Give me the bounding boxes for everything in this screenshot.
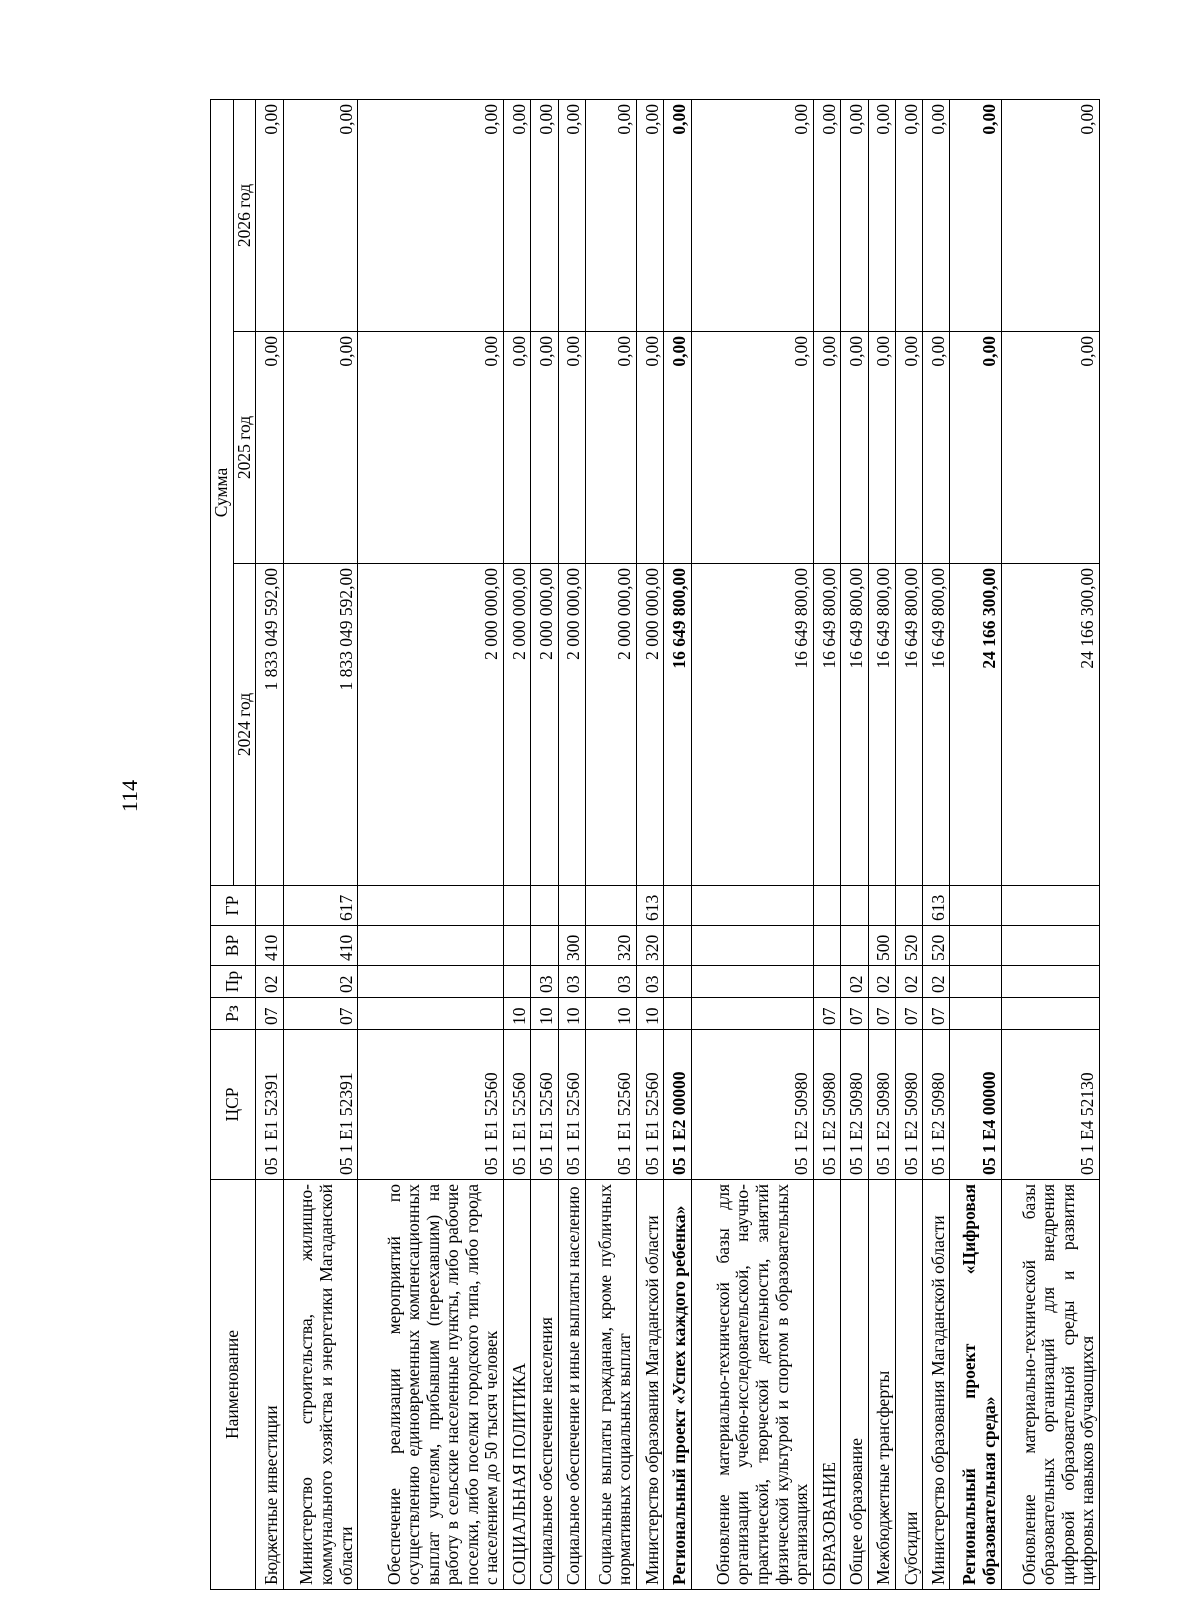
cell-csr: 05 1 E1 52391: [283, 1030, 358, 1180]
cell-pr: 02: [895, 966, 922, 998]
cell-vr: [950, 926, 1001, 966]
cell-name: Региональный проект «Цифровая образовательная среда»: [950, 1180, 1001, 1590]
cell-pr: [813, 966, 840, 998]
header-2024: 2024 год: [233, 564, 256, 886]
cell-2025: 0,00: [950, 332, 1001, 564]
cell-name: Обновление материально-технической базы образовательных организаций для внедрения цифровой образовательной среды и развития цифровых навыков обучающихся: [1001, 1180, 1100, 1590]
cell-2024: 16 649 800,00: [691, 564, 813, 886]
cell-csr: 05 1 E2 00000: [664, 1030, 691, 1180]
cell-gr: [950, 886, 1001, 926]
cell-gr: 613: [923, 886, 950, 926]
cell-2025: 0,00: [283, 332, 358, 564]
cell-rz: 10: [531, 998, 558, 1030]
cell-name: Социальные выплаты гражданам, кроме публичных нормативных социальных выплат: [586, 1180, 637, 1590]
cell-vr: [531, 926, 558, 966]
cell-csr: 05 1 E2 50980: [691, 1030, 813, 1180]
cell-2024: 2 000 000,00: [637, 564, 664, 886]
cell-2025: 0,00: [895, 332, 922, 564]
cell-2025: 0,00: [868, 332, 895, 564]
header-vr: ВР: [211, 926, 256, 966]
cell-pr: [691, 966, 813, 998]
cell-2025: 0,00: [637, 332, 664, 564]
cell-pr: [664, 966, 691, 998]
cell-rz: [691, 998, 813, 1030]
cell-csr: 05 1 E2 50980: [813, 1030, 840, 1180]
cell-rz: 07: [868, 998, 895, 1030]
cell-name: Обеспечение реализации мероприятий по осуществлению единовременных компенсационных выплат учителям, прибывшим (переехавшим) на работу в сельские населенные пункты, либо рабочие поселки, либо поселки городского типа, либо города с населением до 50 тысяч человек: [358, 1180, 504, 1590]
table-row: [1001, 99, 1100, 1589]
cell-vr: [504, 926, 531, 966]
cell-2025: 0,00: [841, 332, 868, 564]
cell-2025: 0,00: [664, 332, 691, 564]
cell-2024: 2 000 000,00: [504, 564, 531, 886]
cell-2024: 16 649 800,00: [841, 564, 868, 886]
cell-name: ОБРАЗОВАНИЕ: [813, 1180, 840, 1590]
cell-2025: 0,00: [558, 332, 585, 564]
header-csr: ЦСР: [211, 1030, 256, 1180]
cell-vr: [841, 926, 868, 966]
cell-rz: 07: [923, 998, 950, 1030]
cell-csr: 05 1 E1 52560: [558, 1030, 585, 1180]
cell-name: Субсидии: [895, 1180, 922, 1590]
cell-2025: 0,00: [256, 332, 283, 564]
cell-csr: 05 1 E1 52560: [586, 1030, 637, 1180]
cell-2026: 0,00: [504, 99, 531, 331]
cell-vr: 320: [637, 926, 664, 966]
cell-gr: [558, 886, 585, 926]
cell-rz: 07: [256, 998, 283, 1030]
cell-vr: [813, 926, 840, 966]
cell-name: Социальное обеспечение населения: [531, 1180, 558, 1590]
cell-2025: 0,00: [586, 332, 637, 564]
cell-csr: 05 1 E2 50980: [895, 1030, 922, 1180]
cell-csr: 05 1 E1 52560: [358, 1030, 504, 1180]
header-sum: Сумма: [211, 99, 234, 885]
cell-2024: 24 166 300,00: [1001, 564, 1100, 886]
cell-rz: 07: [841, 998, 868, 1030]
cell-pr: 02: [868, 966, 895, 998]
cell-2024: 24 166 300,00: [950, 564, 1001, 886]
cell-2026: 0,00: [950, 99, 1001, 331]
cell-csr: 05 1 E2 50980: [868, 1030, 895, 1180]
cell-2025: 0,00: [358, 332, 504, 564]
header-2026: 2026 год: [233, 99, 256, 331]
cell-vr: 320: [586, 926, 637, 966]
cell-pr: 02: [283, 966, 358, 998]
cell-2026: 0,00: [895, 99, 922, 331]
cell-csr: 05 1 E1 52560: [504, 1030, 531, 1180]
cell-2024: 16 649 800,00: [664, 564, 691, 886]
cell-2026: 0,00: [664, 99, 691, 331]
cell-csr: 05 1 E2 50980: [923, 1030, 950, 1180]
table-row: [256, 99, 283, 1589]
table-row: [586, 99, 637, 1589]
cell-csr: 05 1 E2 50980: [841, 1030, 868, 1180]
cell-pr: 03: [531, 966, 558, 998]
cell-csr: 05 1 E4 00000: [950, 1030, 1001, 1180]
cell-2024: 2 000 000,00: [586, 564, 637, 886]
cell-2026: 0,00: [637, 99, 664, 331]
cell-2026: 0,00: [531, 99, 558, 331]
cell-gr: [691, 886, 813, 926]
table-row: [358, 99, 504, 1589]
cell-2024: 2 000 000,00: [558, 564, 585, 886]
cell-rz: 10: [637, 998, 664, 1030]
cell-name: СОЦИАЛЬНАЯ ПОЛИТИКА: [504, 1180, 531, 1590]
cell-2025: 0,00: [691, 332, 813, 564]
cell-rz: 10: [586, 998, 637, 1030]
cell-vr: [691, 926, 813, 966]
table-row: [531, 99, 558, 1589]
cell-rz: [664, 998, 691, 1030]
cell-pr: 03: [586, 966, 637, 998]
cell-2026: 0,00: [256, 99, 283, 331]
cell-2025: 0,00: [504, 332, 531, 564]
cell-pr: 02: [923, 966, 950, 998]
cell-name: Министерство образования Магаданской области: [637, 1180, 664, 1590]
cell-2024: 1 833 049 592,00: [256, 564, 283, 886]
cell-2026: 0,00: [868, 99, 895, 331]
cell-name: Общее образование: [841, 1180, 868, 1590]
budget-table: [210, 99, 1100, 1590]
cell-pr: 03: [637, 966, 664, 998]
cell-rz: 07: [283, 998, 358, 1030]
cell-gr: 613: [637, 886, 664, 926]
cell-2026: 0,00: [841, 99, 868, 331]
cell-rz: 07: [895, 998, 922, 1030]
cell-2026: 0,00: [558, 99, 585, 331]
cell-pr: [504, 966, 531, 998]
table-row: [868, 99, 895, 1589]
cell-pr: 02: [841, 966, 868, 998]
cell-2024: 1 833 049 592,00: [283, 564, 358, 886]
cell-gr: [586, 886, 637, 926]
cell-2026: 0,00: [586, 99, 637, 331]
table-row: [664, 99, 691, 1589]
cell-2025: 0,00: [813, 332, 840, 564]
cell-2025: 0,00: [923, 332, 950, 564]
cell-vr: 500: [868, 926, 895, 966]
cell-gr: [358, 886, 504, 926]
cell-csr: 05 1 E1 52391: [256, 1030, 283, 1180]
page-number: 114: [117, 779, 142, 813]
cell-pr: 03: [558, 966, 585, 998]
cell-vr: 300: [558, 926, 585, 966]
rotated-table-container: [210, 100, 1100, 1590]
header-name: Наименование: [211, 1180, 256, 1590]
cell-gr: [664, 886, 691, 926]
cell-csr: 05 1 E1 52560: [637, 1030, 664, 1180]
cell-2026: 0,00: [923, 99, 950, 331]
cell-vr: [358, 926, 504, 966]
cell-2024: 2 000 000,00: [531, 564, 558, 886]
cell-rz: 07: [813, 998, 840, 1030]
header-gr: ГР: [211, 886, 256, 926]
cell-rz: 10: [504, 998, 531, 1030]
cell-pr: [1001, 966, 1100, 998]
cell-name: Министерство строительства, жилищно-коммунального хозяйства и энергетики Магаданской области: [283, 1180, 358, 1590]
cell-2025: 0,00: [1001, 332, 1100, 564]
cell-pr: [950, 966, 1001, 998]
cell-rz: 10: [558, 998, 585, 1030]
cell-name: Межбюджетные трансферты: [868, 1180, 895, 1590]
cell-vr: 410: [283, 926, 358, 966]
table-row: [813, 99, 840, 1589]
table-row: [558, 99, 585, 1589]
header-2025: 2025 год: [233, 332, 256, 564]
cell-2026: 0,00: [358, 99, 504, 331]
cell-name: Социальное обеспечение и иные выплаты населению: [558, 1180, 585, 1590]
table-row: [841, 99, 868, 1589]
cell-gr: [504, 886, 531, 926]
cell-2026: 0,00: [691, 99, 813, 331]
cell-rz: [950, 998, 1001, 1030]
cell-vr: [1001, 926, 1100, 966]
cell-vr: 520: [923, 926, 950, 966]
cell-vr: 520: [895, 926, 922, 966]
cell-2024: 16 649 800,00: [923, 564, 950, 886]
table-row: [950, 99, 1001, 1589]
cell-2024: 16 649 800,00: [868, 564, 895, 886]
table-row: [283, 99, 358, 1589]
cell-gr: [1001, 886, 1100, 926]
cell-pr: [358, 966, 504, 998]
header-pr: Пр: [211, 966, 256, 998]
table-row: [504, 99, 531, 1589]
cell-pr: 02: [256, 966, 283, 998]
cell-2026: 0,00: [813, 99, 840, 331]
table-row: [691, 99, 813, 1589]
cell-2026: 0,00: [1001, 99, 1100, 331]
cell-rz: [1001, 998, 1100, 1030]
header-rz: Рз: [211, 998, 256, 1030]
table-row: [923, 99, 950, 1589]
cell-name: Региональный проект «Успех каждого ребенка»: [664, 1180, 691, 1590]
cell-gr: [868, 886, 895, 926]
cell-2026: 0,00: [283, 99, 358, 331]
cell-gr: [813, 886, 840, 926]
cell-gr: 617: [283, 886, 358, 926]
cell-csr: 05 1 E1 52560: [531, 1030, 558, 1180]
cell-vr: [664, 926, 691, 966]
cell-gr: [256, 886, 283, 926]
cell-gr: [531, 886, 558, 926]
cell-rz: [358, 998, 504, 1030]
cell-gr: [895, 886, 922, 926]
cell-name: Министерство образования Магаданской области: [923, 1180, 950, 1590]
table-row: [895, 99, 922, 1589]
cell-csr: 05 1 E4 52130: [1001, 1030, 1100, 1180]
table-row: [637, 99, 664, 1589]
cell-2025: 0,00: [531, 332, 558, 564]
cell-vr: 410: [256, 926, 283, 966]
cell-name: Обновление материально-технической базы для организации учебно-исследовательской, научно-практической, творческой деятельности, занятий физической культурой и спортом в образовательных организациях: [691, 1180, 813, 1590]
cell-gr: [841, 886, 868, 926]
cell-name: Бюджетные инвестиции: [256, 1180, 283, 1590]
cell-2024: 2 000 000,00: [358, 564, 504, 886]
table-body: [256, 99, 1100, 1589]
cell-2024: 16 649 800,00: [813, 564, 840, 886]
cell-2024: 16 649 800,00: [895, 564, 922, 886]
